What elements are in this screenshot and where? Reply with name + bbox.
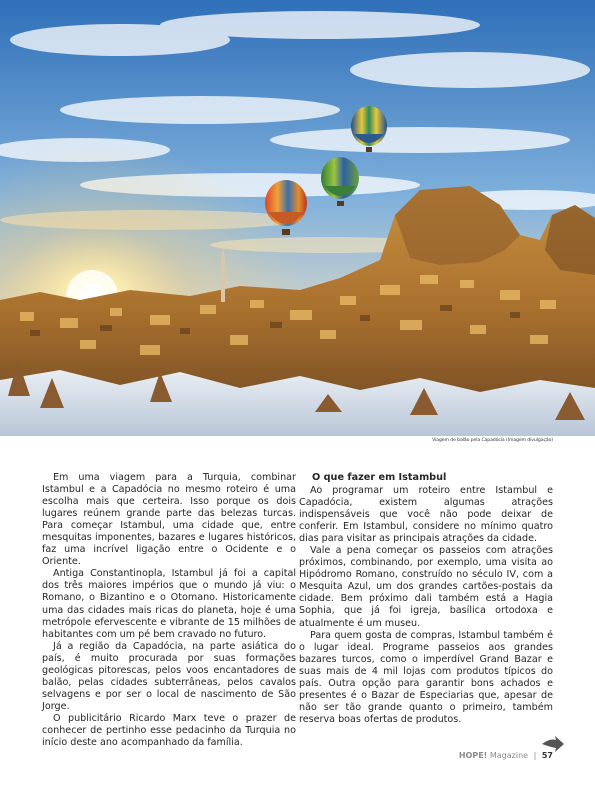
article-paragraph: Para quem gosta de compras, Istambul também é o lugar ideal. Programe passeios aos grandes bazares turcos, como o imperdível Grand Bazar e suas mais de 4 mil lojas com produtos típicos do país. Outra opção para garantir bons achados e presentes é o Bazar de Especiarias que, apesar de não ser tão grande quanto o primeiro, também reserva boas ofertas de produtos. [299,629,553,725]
article-column-left [42,472,296,749]
magazine-brand: HOPE! [458,751,488,760]
section-heading: O que fazer em Istambul [312,472,447,483]
magazine-section: Magazine [489,751,529,760]
footer-separator: | [533,751,537,760]
article-paragraph: Ao programar um roteiro entre Istambul e Capadócia, existem algumas atrações indispensáveis que você não pode deixar de conferir. Em Istambul, considere no mínimo quatro dias para visitar as principais atrações da cidade. [299,485,553,545]
article-paragraph: O publicitário Ricardo Marx teve o prazer de conhecer de pertinho esse pedacinho da Turquia no início deste ano acompanhado da família. [42,712,296,749]
page-footer [459,751,553,760]
page-number: 57 [541,751,553,760]
article-column-right [299,472,553,726]
article-paragraph: Antiga Constantinopla, Istambul já foi a capital dos três maiores impérios que o mundo já viu: o Romano, o Bizantino e o Otomano. Historicamente uma das cidades mais ricas do planeta, hoje é uma metrópole efervescente e vibrante de 15 milhões de habitantes com um pé bem cravado no futuro. [42,568,296,640]
article-paragraph: Já a região da Capadócia, na parte asiática do país, é muito procurada por suas formações geológicas pitorescas, pelos voos encantadores de balão, pelas cidades subterrâneas, pelos cavalos selvagens e por ser o local de nascimento de São Jorge. [42,640,296,712]
article-paragraph: Vale a pena começar os passeios com atrações próximos, combinando, por exemplo, uma visita ao Hipódromo Romano, construído no século IV, com a Mesquita Azul, um dos grandes cartões-postais da cidade. Bem próximo dali também está a Hagia Sophia, que já foi igreja, basílica ortodoxa e atualmente é um museu. [299,545,553,629]
image-caption: Viagem de balão pela Capadócia (Imagem divulgação) [432,438,553,443]
article-paragraph: Em uma viagem para a Turquia, combinar Istambul e a Capadócia no mesmo roteiro é uma escolha mais que certeira. Isso porque os dois lugares reúnem grande parte das belezas turcas. Para começar Istambul, uma cidade que, entre mesquitas imponentes, bazares e lugares históricos, faz uma incrível ligação entre o Ocidente e o Oriente. [42,472,296,568]
